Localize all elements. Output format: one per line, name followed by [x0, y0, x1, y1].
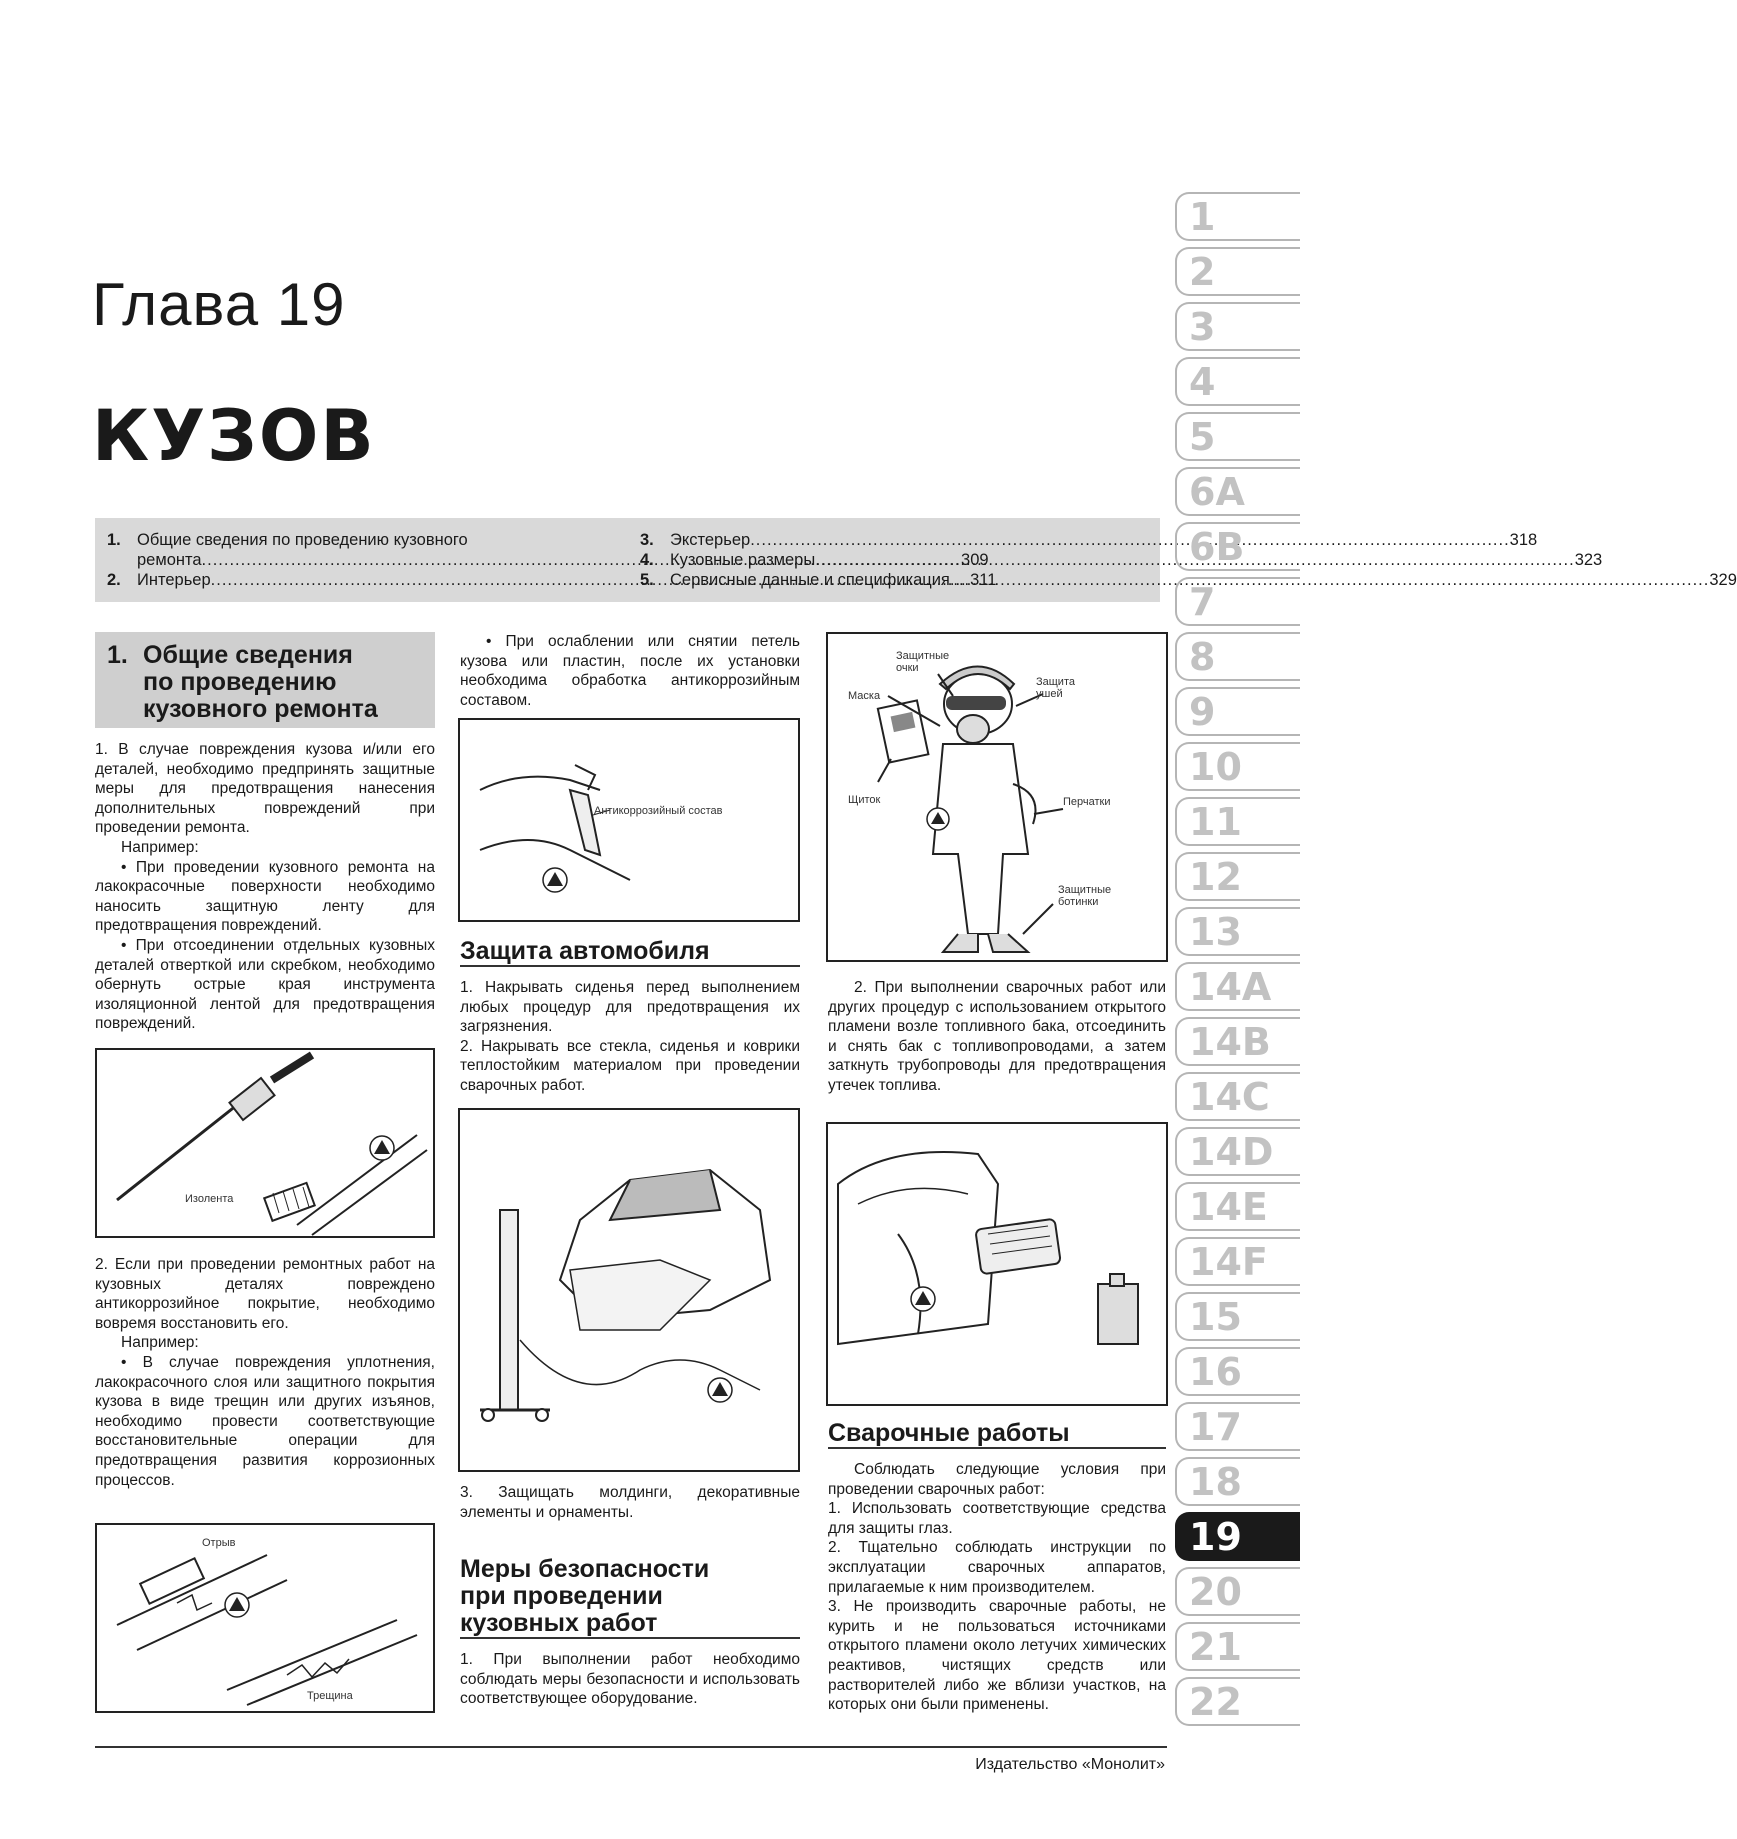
tape-illustration	[97, 1050, 433, 1236]
column-3-text-a	[828, 978, 1166, 1096]
paragraph: Например:	[121, 838, 199, 856]
subheading-line: кузовных работ	[460, 1609, 658, 1637]
paragraph: 1. В случае повреждения кузова и/или его деталей, необходимо предпринять защитные меры для предотвращения нанесения дополнительных повреждений при проведении ремонта.	[95, 741, 435, 837]
chapter-tab-3[interactable]: 3	[1175, 302, 1300, 351]
toc-item-number: 2.	[107, 571, 121, 589]
fuel-tank-illustration	[828, 1124, 1166, 1404]
toc-item[interactable]	[640, 530, 1538, 550]
figure-protective-gear	[826, 632, 1168, 962]
subheading-line: Меры безопасности	[460, 1555, 710, 1583]
paragraph: 1. Использовать соответствующие средства для защиты глаз.	[828, 1500, 1166, 1537]
paragraph: 1. При выполнении работ необходимо соблюдать меры безопасности и использовать соответствующее оборудование.	[460, 1651, 800, 1708]
section-number: 1.	[107, 641, 128, 669]
chapter-tab-14a[interactable]: 14A	[1175, 962, 1300, 1011]
paragraph: • При отсоединении отдельных кузовных деталей отверткой или скребком, необходимо обернуть острые края инструмента изоляционной лентой для предотвращения повреждений.	[95, 936, 435, 1033]
column-2-text-d	[460, 1650, 800, 1709]
figure-label: Щиток	[848, 794, 881, 806]
figure-crack-damage	[95, 1523, 435, 1713]
chapter-tab-21[interactable]: 21	[1175, 1622, 1300, 1671]
figure-label: Защитные очки	[896, 650, 950, 674]
column-2-text-c	[460, 1483, 800, 1522]
subheading-safety	[460, 1556, 800, 1639]
chapter-tab-14c[interactable]: 14C	[1175, 1072, 1300, 1121]
chapter-tab-2[interactable]: 2	[1175, 247, 1300, 296]
paragraph: 2. При выполнении сварочных работ или других процедур с использованием открытого пламени возле топливного бака, отсоединить и снять бак с топливопроводами, а затем заткнуть трубопроводы для предотвращения утечек топлива.	[828, 979, 1166, 1094]
chapter-tab-12[interactable]: 12	[1175, 852, 1300, 901]
toc-item-title: Общие сведения по проведению кузовного	[137, 531, 468, 549]
column-2-text-a	[460, 632, 800, 710]
column-2-text-b	[460, 978, 800, 1096]
crack-illustration	[97, 1525, 433, 1711]
figure-label: Отрыв	[202, 1537, 236, 1549]
chapter-tab-17[interactable]: 17	[1175, 1402, 1300, 1451]
chapter-tab-6b[interactable]: 6B	[1175, 522, 1300, 571]
subheading-welding: Сварочные работы	[828, 1420, 1166, 1449]
subheading-line: при проведении	[460, 1582, 663, 1610]
chapter-tab-7[interactable]: 7	[1175, 577, 1300, 626]
chapter-tab-5[interactable]: 5	[1175, 412, 1300, 461]
chapter-tab-14d[interactable]: 14D	[1175, 1127, 1300, 1176]
column-3-text-b	[828, 1460, 1166, 1715]
chapter-tab-20[interactable]: 20	[1175, 1567, 1300, 1616]
publisher-footer: Издательство «Монолит»	[975, 1756, 1165, 1773]
toc-item-page: 309	[961, 551, 989, 569]
toc-item-number: 1.	[107, 531, 121, 549]
paragraph: 3. Не производить сварочные работы, не курить и не пользоваться источниками открытого пламени около летучих химических реактивов, чистящих средств или растворителей либо же вблизи участков, на которых они были применены.	[828, 1598, 1166, 1714]
toc-item-title: Кузовные размеры	[670, 551, 816, 569]
figure-fuel-tank	[826, 1122, 1168, 1406]
chapter-tab-8[interactable]: 8	[1175, 632, 1300, 681]
chapter-tab-14b[interactable]: 14B	[1175, 1017, 1300, 1066]
chapter-tab-15[interactable]: 15	[1175, 1292, 1300, 1341]
chapter-tab-11[interactable]: 11	[1175, 797, 1300, 846]
chapter-tab-13[interactable]: 13	[1175, 907, 1300, 956]
paragraph: • При проведении кузовного ремонта на лакокрасочные поверхности необходимо наносить защитную ленту для предотвращения повреждений.	[95, 858, 435, 935]
toc-item-number: 4.	[640, 551, 654, 569]
section-title-line: кузовного ремонта	[143, 695, 378, 723]
toc-item-page: 323	[1574, 551, 1603, 569]
paragraph: Например:	[121, 1334, 199, 1352]
figure-label: Трещина	[307, 1690, 353, 1702]
toc-item-title: Сервисные данные и спецификация	[670, 571, 950, 589]
paragraph: • При ослаблении или снятии петель кузова или пластин, после их установки необходима обработка антикоррозийным составом.	[460, 633, 800, 709]
figure-label: Защита ушей	[1036, 676, 1075, 700]
figure-label: Маска	[848, 690, 881, 702]
chapter-tab-19[interactable]: 19	[1175, 1512, 1300, 1561]
paragraph: Соблюдать следующие условия при проведении сварочных работ:	[828, 1461, 1166, 1498]
chapter-tab-18[interactable]: 18	[1175, 1457, 1300, 1506]
figure-insulating-tape	[95, 1048, 435, 1238]
column-1-text-a	[95, 740, 435, 1034]
paragraph: 2. Накрывать все стекла, сиденья и коврики теплостойким материалом при проведении сварочных работ.	[460, 1037, 800, 1094]
chapter-tab-6a[interactable]: 6A	[1175, 467, 1300, 516]
toc-item-title: Интерьер	[137, 571, 211, 589]
toc-item-page: 329	[1709, 571, 1737, 589]
chapter-tab-10[interactable]: 10	[1175, 742, 1300, 791]
chapter-tab-4[interactable]: 4	[1175, 357, 1300, 406]
chapter-label: Глава 19	[92, 271, 346, 338]
toc-item-number: 5.	[640, 571, 654, 589]
column-1-text-b	[95, 1255, 435, 1490]
paragraph: 2. Если при проведении ремонтных работ на кузовных деталях повреждено антикоррозийное покрытие, необходимо вовремя восстановить его.	[95, 1256, 435, 1332]
figure-label: Защитные ботинки	[1058, 884, 1112, 908]
figure-body-frame	[458, 1108, 800, 1472]
toc-item-page: 318	[1509, 531, 1538, 549]
section-title-line: по проведению	[143, 668, 337, 696]
chapter-tab-16[interactable]: 16	[1175, 1347, 1300, 1396]
chapter-tab-14e[interactable]: 14E	[1175, 1182, 1300, 1231]
chapter-title: КУЗОВ	[92, 395, 376, 477]
paragraph: 3. Защищать молдинги, декоративные элементы и орнаменты.	[460, 1484, 800, 1521]
toc-item[interactable]	[640, 550, 1603, 570]
subheading-car-protection: Защита автомобиля	[460, 938, 800, 967]
figure-anticorrosion	[458, 718, 800, 922]
section-title-line: Общие сведения	[143, 641, 353, 669]
anticorrosion-illustration	[460, 720, 798, 920]
paragraph: 1. Накрывать сиденья перед выполнением любых процедур для предотвращения их загрязнения.	[460, 979, 800, 1036]
figure-label: Антикоррозийный состав	[594, 805, 723, 817]
toc-item[interactable]	[640, 570, 1737, 590]
chapter-tab-14f[interactable]: 14F	[1175, 1237, 1300, 1286]
toc-item-number: 3.	[640, 531, 654, 549]
chapter-tab-9[interactable]: 9	[1175, 687, 1300, 736]
chapter-tab-22[interactable]: 22	[1175, 1677, 1300, 1726]
toc-item-title: Экстерьер	[670, 531, 751, 549]
footer-divider	[95, 1746, 1167, 1748]
section-1-heading	[95, 632, 435, 728]
car-frame-illustration	[460, 1110, 798, 1470]
toc-item-page: 311	[970, 571, 997, 589]
figure-label: Перчатки	[1063, 796, 1111, 808]
chapter-tab-1[interactable]: 1	[1175, 192, 1300, 241]
figure-label: Изолента	[185, 1193, 234, 1205]
paragraph: 2. Тщательно соблюдать инструкции по эксплуатации сварочных аппаратов, прилагаемые к ним производителем.	[828, 1539, 1166, 1596]
toc-item-title-cont: ремонта	[137, 551, 202, 569]
paragraph: • В случае повреждения уплотнения, лакокрасочного слоя или защитного покрытия кузова в виде трещин или других изъянов, необходимо провести соответствующие восстановительные операции для предотвращения развития коррозионных процессов.	[95, 1353, 435, 1489]
